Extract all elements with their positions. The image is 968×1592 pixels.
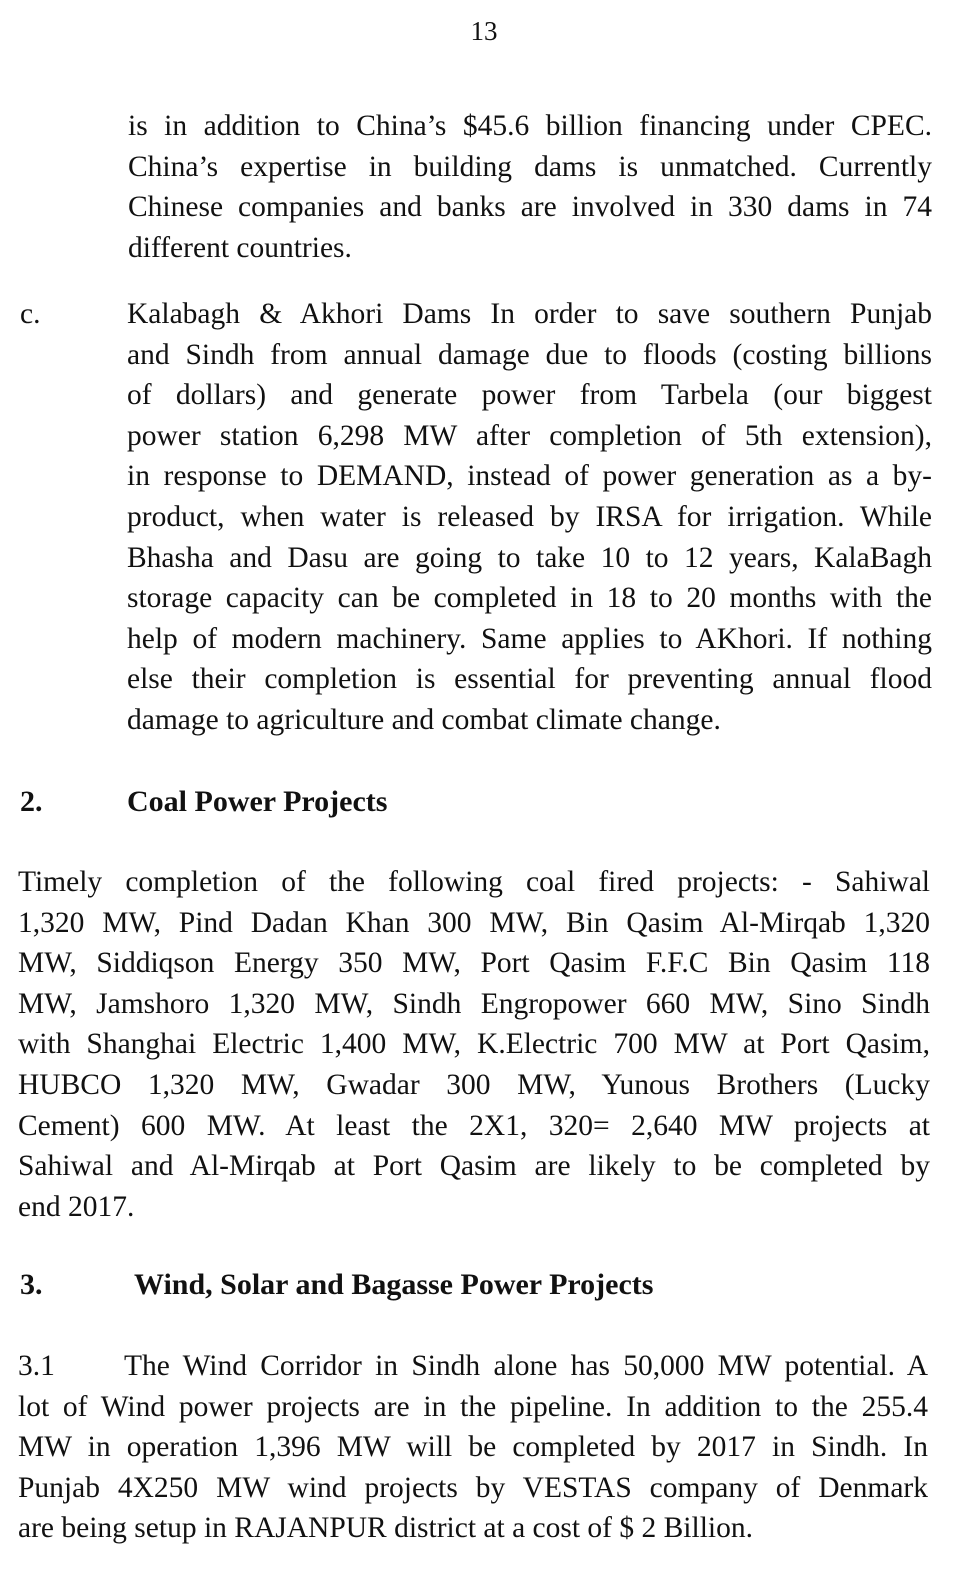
- text-line: Cement) 600 MW. At least the 2X1, 320= 2,640 MW projects at: [18, 1109, 930, 1142]
- text-line: MW, Jamshoro 1,320 MW, Sindh Engropower 660 MW, Sino Sindh: [18, 987, 930, 1020]
- text-line: Chinese companies and banks are involved in 330 dams in 74: [128, 191, 932, 224]
- page-number: 13: [470, 16, 498, 46]
- text-line: 1,320 MW, Pind Dadan Khan 300 MW, Bin Qasim Al-Mirqab 1,320: [18, 906, 930, 939]
- text-line: Kalabagh & Akhori Dams In order to save southern Punjab: [127, 298, 932, 330]
- text-line: else their completion is essential for preventing annual flood: [127, 663, 932, 696]
- paragraph-kalabagh-akhori: [127, 294, 932, 741]
- text-line: Punjab 4X250 MW wind projects by VESTAS company of Denmark: [18, 1471, 928, 1504]
- text-line: with Shanghai Electric 1,400 MW, K.Electric 700 MW at Port Qasim,: [18, 1028, 930, 1061]
- text-line: [18, 1346, 928, 1387]
- text-line: help of modern machinery. Same applies to AKhori. If nothing: [127, 622, 932, 655]
- subsection-number: 3.1: [18, 1350, 55, 1382]
- paragraph-coal-projects: [18, 862, 930, 1227]
- text-line: storage capacity can be completed in 18 to 20 months with the: [127, 582, 932, 615]
- text-line: Timely completion of the following coal fired projects: - Sahiwal: [18, 866, 930, 898]
- section-number: 3.: [20, 1268, 43, 1301]
- text-line: lot of Wind power projects are in the pipeline. In addition to the 255.4: [18, 1390, 928, 1423]
- text-line: Bhasha and Dasu are going to take 10 to 12 years, KalaBagh: [127, 541, 932, 574]
- text-line: different countries.: [128, 231, 352, 264]
- text-line: is in addition to China’s $45.6 billion financing under CPEC.: [128, 110, 932, 142]
- text-line: Sahiwal and Al-Mirqab at Port Qasim are likely to be completed by: [18, 1150, 930, 1183]
- text-span: The Wind Corridor in Sindh alone has 50,000 MW potential. A: [124, 1350, 928, 1382]
- section-heading: Wind, Solar and Bagasse Power Projects: [134, 1268, 654, 1301]
- text-line: HUBCO 1,320 MW, Gwadar 300 MW, Yunous Brothers (Lucky: [18, 1068, 930, 1101]
- text-line: end 2017.: [18, 1190, 135, 1223]
- text-line: in response to DEMAND, instead of power generation as a by-: [127, 460, 932, 493]
- paragraph-continuation: [128, 106, 932, 268]
- text-line: power station 6,298 MW after completion of 5th extension),: [127, 419, 932, 452]
- text-line: China’s expertise in building dams is unmatched. Currently: [128, 150, 932, 183]
- section-heading: Coal Power Projects: [127, 785, 388, 818]
- text-line: damage to agriculture and combat climate change.: [127, 703, 721, 736]
- text-line: MW, Siddiqson Energy 350 MW, Port Qasim F.F.C Bin Qasim 118: [18, 947, 930, 980]
- text-line: are being setup in RAJANPUR district at a cost of $ 2 Billion.: [18, 1512, 753, 1545]
- list-marker-c: c.: [20, 298, 41, 330]
- text-line: of dollars) and generate power from Tarbela (our biggest: [127, 379, 932, 412]
- text-line: product, when water is released by IRSA for irrigation. While: [127, 500, 932, 533]
- text-line: and Sindh from annual damage due to floods (costing billions: [127, 338, 932, 371]
- section-number: 2.: [20, 785, 43, 818]
- text-line: MW in operation 1,396 MW will be completed by 2017 in Sindh. In: [18, 1431, 928, 1464]
- paragraph-wind-corridor: [18, 1346, 928, 1549]
